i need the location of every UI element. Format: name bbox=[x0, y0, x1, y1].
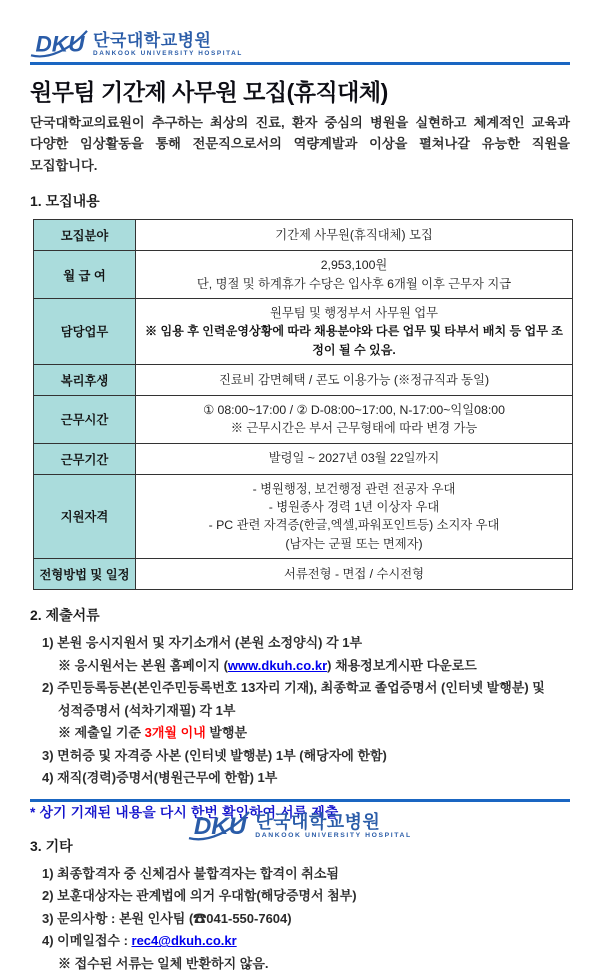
row-value-welfare bbox=[136, 364, 573, 395]
cell-line: ① 08:00~17:00 / ② D-08:00~17:00, N-17:00~익일08:00 bbox=[203, 402, 505, 417]
cell-line: - PC 관련 자격증(한글,엑셀,파워포인트등) 소지자 우대 bbox=[208, 518, 500, 533]
list-item: 2) 보훈대상자는 관계법에 의거 우대함(해당증명서 첨부) bbox=[42, 888, 357, 904]
dku-logo-icon bbox=[188, 811, 250, 841]
row-value-duty bbox=[136, 299, 573, 365]
table-row-welfare bbox=[34, 364, 573, 395]
intro-paragraph: 단국대학교의료원이 추구하는 최상의 진료, 환자 중심의 병원을 실현하고 체계적인 교육과 다양한 임상활동을 통해 전문직으로서의 역량계발과 이상을 펼쳐나갈 유능한 직원을 모집합니다. bbox=[30, 115, 570, 173]
page-title: 원무팀 기간제 사무원 모집(휴직대체) bbox=[30, 79, 388, 105]
cell-line: 서류전형 - 면접 / 수시전형 bbox=[284, 567, 424, 582]
logo-wordmark bbox=[93, 32, 243, 58]
table-row-process bbox=[34, 559, 573, 590]
dku-logo-icon bbox=[30, 30, 88, 58]
homepage-link[interactable]: www.dkuh.co.kr bbox=[227, 657, 328, 673]
list-item: 3) 문의사항 : 본원 인사팀 (☎041-550-7604) bbox=[42, 910, 292, 926]
etc-list bbox=[42, 864, 570, 973]
note-text: ) 채용정보게시판 다운로드 bbox=[327, 657, 477, 673]
hospital-name-en: DANKOOK UNIVERSITY HOSPITAL bbox=[93, 49, 243, 57]
list-item-email bbox=[42, 931, 570, 951]
deadline-highlight: 3개월 이내 bbox=[144, 725, 206, 741]
hospital-logo-header bbox=[30, 30, 570, 58]
list-item-continuation: 성적증명서 (석차기재필) 각 1부 bbox=[58, 702, 236, 718]
documents-list bbox=[42, 633, 570, 788]
row-value-process bbox=[136, 559, 573, 590]
dku-logo-text: DKU bbox=[35, 31, 85, 57]
cell-line: 발령일 ~ 2027년 03월 22일까지 bbox=[268, 451, 440, 466]
recruit-table bbox=[33, 219, 573, 590]
row-label-hours: 근무시간 bbox=[34, 395, 136, 443]
row-value-period bbox=[136, 443, 573, 474]
logo-wordmark bbox=[255, 813, 412, 841]
hospital-name-en: DANKOOK UNIVERSITY HOSPITAL bbox=[255, 832, 412, 840]
email-link[interactable]: rec4@dkuh.co.kr bbox=[131, 933, 237, 949]
hospital-logo-footer bbox=[30, 802, 570, 849]
hospital-name-ko: 단국대학교병원 bbox=[255, 812, 381, 833]
row-label-field: 모집분야 bbox=[34, 220, 136, 251]
cell-line: 기간제 사무원(휴직대체) 모집 bbox=[275, 227, 433, 242]
cell-line: ※ 근무시간은 부서 근무형태에 따라 변경 가능 bbox=[230, 421, 478, 436]
list-item: 2) 주민등록등본(본인주민등록번호 13자리 기재), 최종학교 졸업증명서 (인터넷 발행분) 및 bbox=[42, 680, 545, 696]
row-value-salary bbox=[136, 251, 573, 299]
header-divider bbox=[30, 62, 570, 65]
footer bbox=[30, 799, 570, 850]
list-item: 3) 면허증 및 자격증 사본 (인터넷 발행분) 1부 (해당자에 한함) bbox=[42, 747, 387, 763]
section1-heading: 1. 모집내용 bbox=[30, 193, 100, 210]
note-text: ※ 응시원서는 본원 홈페이지 ( bbox=[58, 657, 228, 673]
table-row-hours bbox=[34, 395, 573, 443]
header bbox=[30, 30, 570, 65]
cell-line: 단, 명절 및 하계휴가 수당은 입사후 6개월 이후 근무자 지급 bbox=[196, 276, 512, 291]
section2-heading: 2. 제출서류 bbox=[30, 607, 100, 624]
row-value-qualification bbox=[136, 474, 573, 559]
cell-line-bold-note: ※ 임용 후 인력운영상황에 따라 채용분야와 다른 업무 및 타부서 배치 등 업무 조정이 될 수 있음. bbox=[145, 324, 563, 357]
row-label-period: 근무기간 bbox=[34, 443, 136, 474]
cell-line: (남자는 군필 또는 면제자) bbox=[285, 536, 423, 551]
table-row-period bbox=[34, 443, 573, 474]
row-value-field bbox=[136, 220, 573, 251]
hospital-name-ko: 단국대학교병원 bbox=[93, 30, 212, 50]
table-row-duty bbox=[34, 299, 573, 365]
cell-line: - 병원종사 경력 1년 이상자 우대 bbox=[268, 500, 440, 515]
note-text: ※ 제출일 기준 bbox=[58, 725, 145, 741]
row-label-process: 전형방법 및 일정 bbox=[34, 559, 136, 590]
list-item: 4) 재직(경력)증명서(병원근무에 한함) 1부 bbox=[42, 770, 278, 786]
cell-line: 진료비 감면혜택 / 콘도 이용가능 (※정규직과 동일) bbox=[218, 372, 490, 387]
table-row-field bbox=[34, 220, 573, 251]
table-row-salary bbox=[34, 251, 573, 299]
cell-line: - 병원행정, 보건행정 관련 전공자 우대 bbox=[252, 481, 456, 496]
list-item: 1) 최종합격자 중 신체검사 불합격자는 합격이 취소됨 bbox=[42, 865, 339, 881]
dku-logo-text: DKU bbox=[194, 813, 247, 841]
confirm-notice: * 상기 기재된 내용을 다시 한번 확인하여 서류 제출 bbox=[30, 804, 339, 820]
note-text: 발행분 bbox=[205, 725, 248, 741]
row-label-welfare: 복리후생 bbox=[34, 364, 136, 395]
row-label-qualification: 지원자격 bbox=[34, 474, 136, 559]
row-label-duty: 담당업무 bbox=[34, 299, 136, 365]
cell-line: 원무팀 및 행정부서 사무원 업무 bbox=[269, 306, 439, 320]
row-label-salary: 월 급 여 bbox=[34, 251, 136, 299]
email-label: 4) 이메일접수 : bbox=[42, 933, 132, 949]
list-item-note bbox=[58, 656, 570, 676]
list-item: 1) 본원 응시지원서 및 자기소개서 (본원 소정양식) 각 1부 bbox=[42, 635, 363, 651]
row-value-hours bbox=[136, 395, 573, 443]
list-item-note bbox=[58, 723, 570, 743]
table-row-qualification bbox=[34, 474, 573, 559]
list-item-note: ※ 접수된 서류는 일체 반환하지 않음. bbox=[58, 955, 269, 971]
cell-line: 2,953,100원 bbox=[320, 258, 388, 273]
section3-heading: 3. 기타 bbox=[30, 837, 73, 854]
